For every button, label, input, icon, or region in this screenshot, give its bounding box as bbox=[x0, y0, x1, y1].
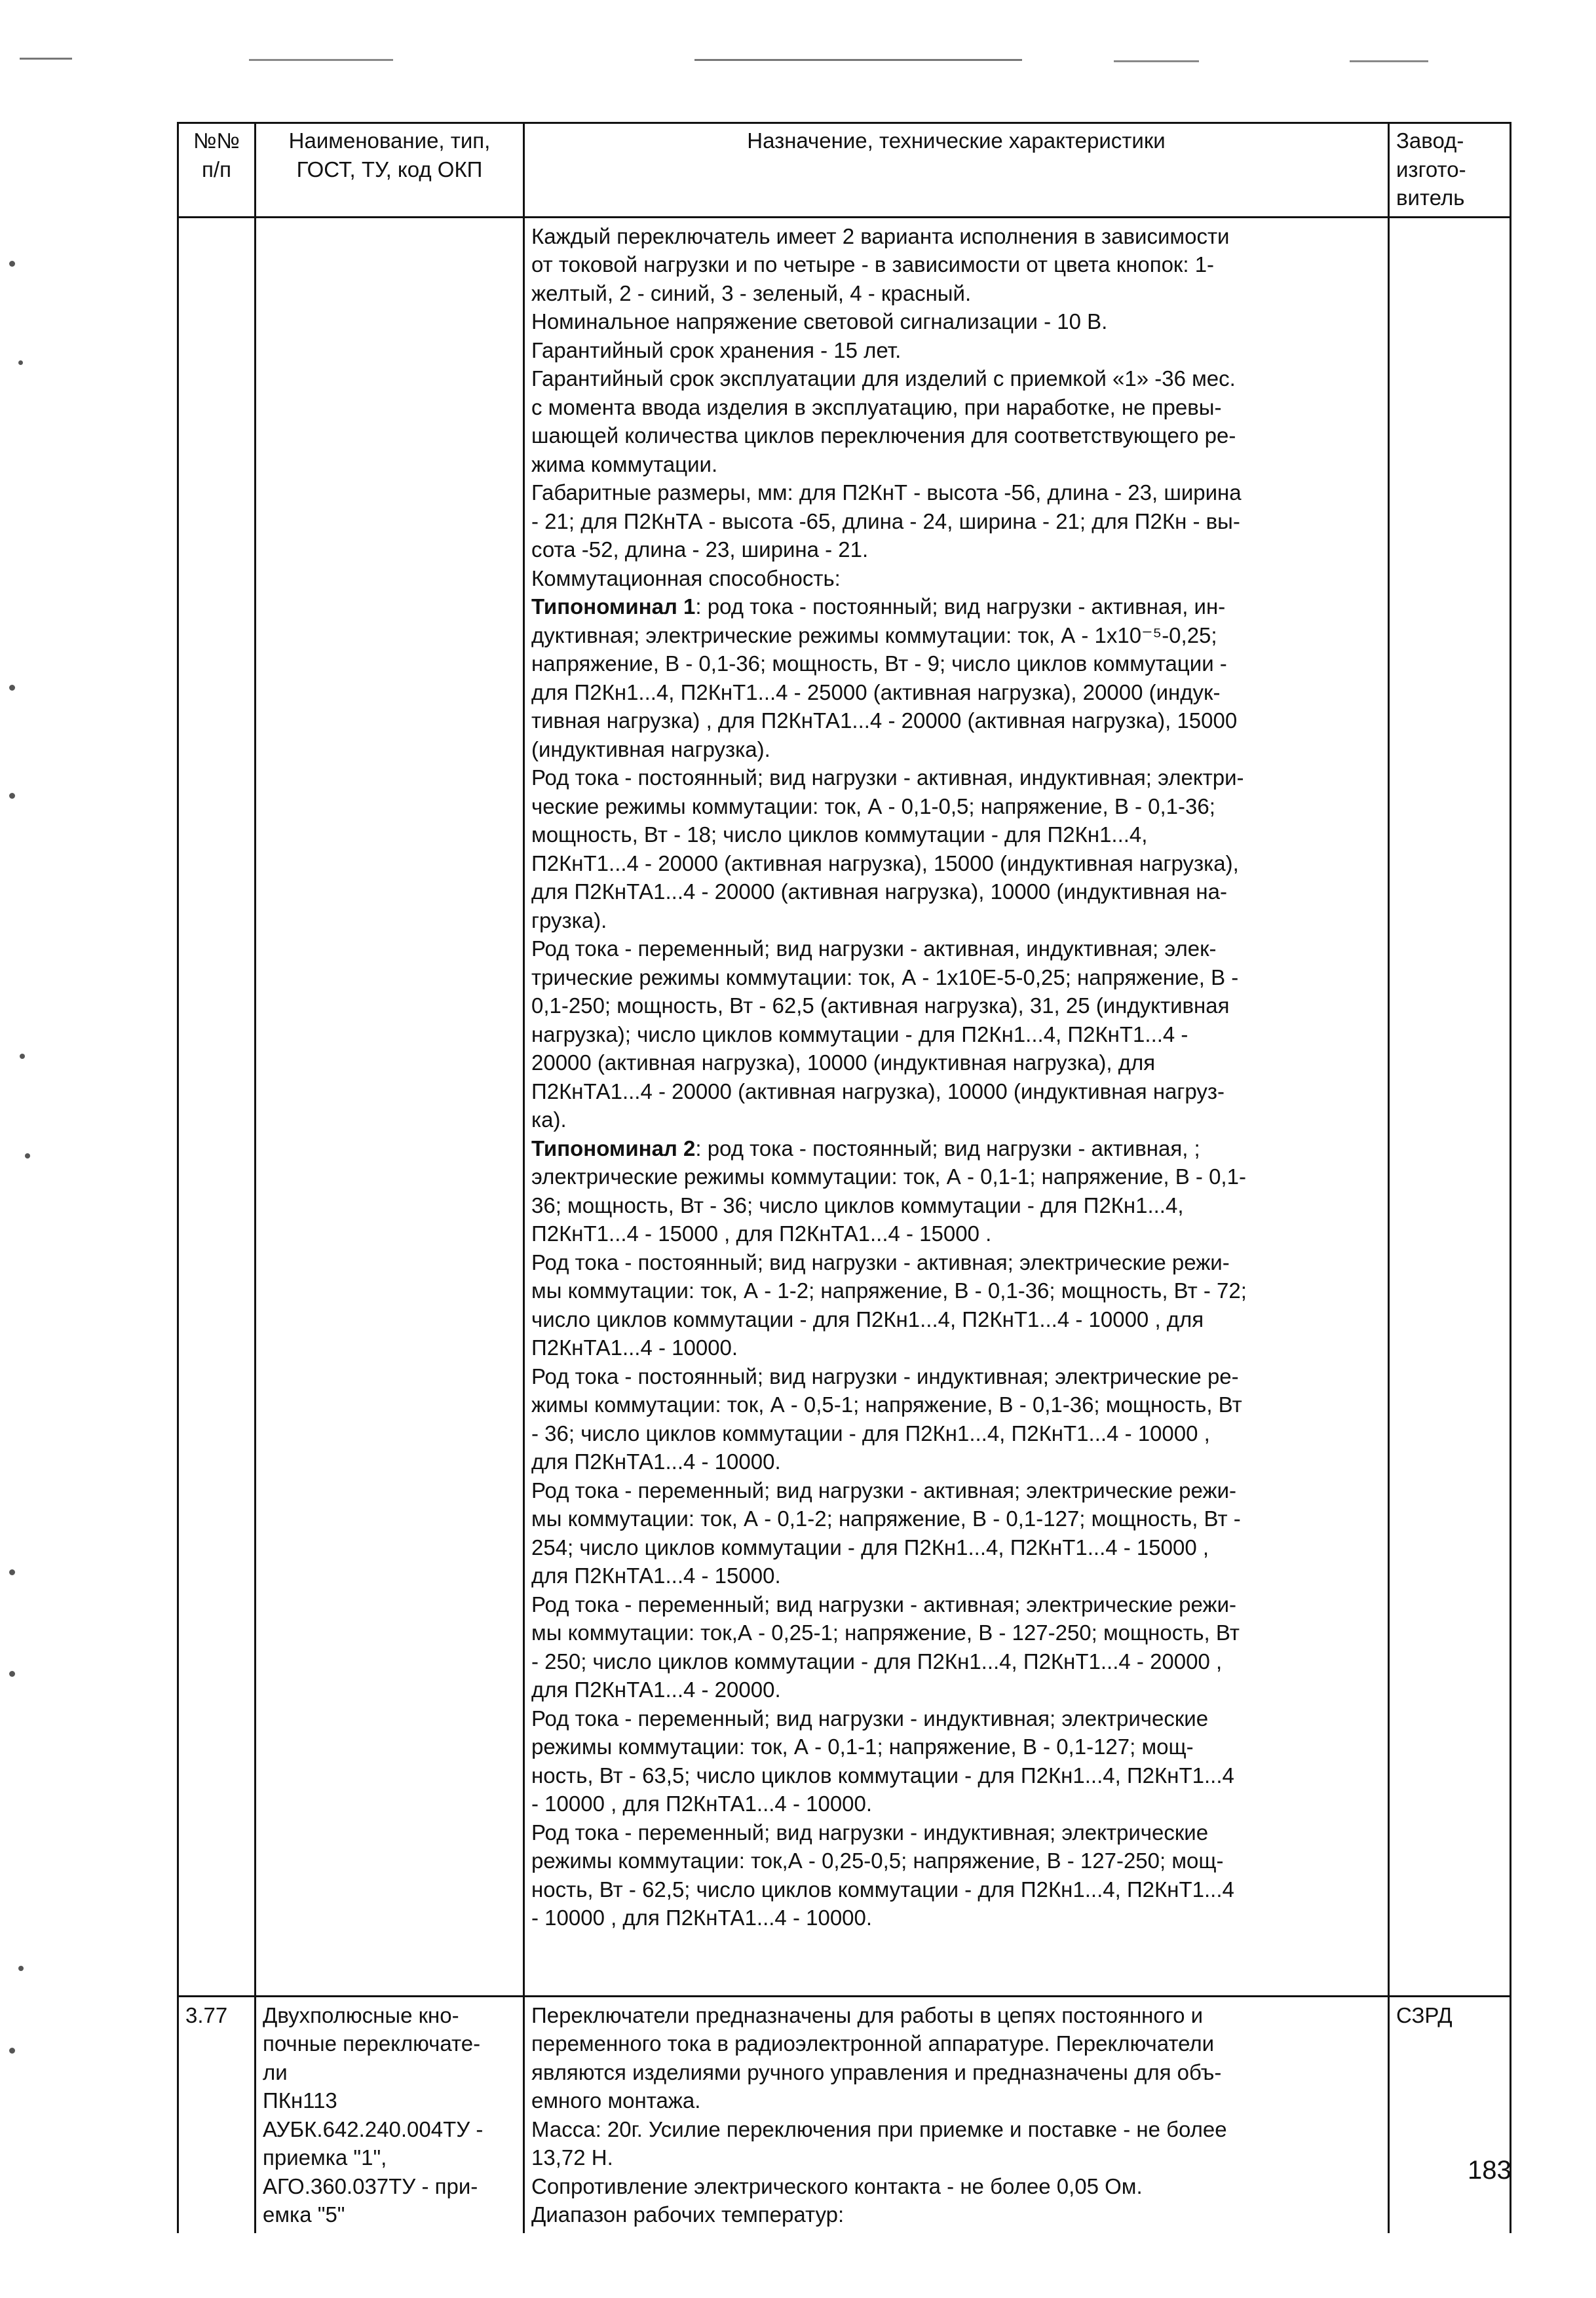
desc-line: дуктивная; электрические режимы коммутации: ток, А - 1х10⁻⁵-0,25; bbox=[531, 622, 1217, 647]
desc-line: 36; мощность, Вт - 36; число циклов коммутации - для П2Кн1...4, bbox=[531, 1193, 1184, 1217]
desc-line: для П2КнТА1...4 - 20000 (активная нагрузка), 10000 (индуктивная на- bbox=[531, 879, 1227, 904]
desc-text-block bbox=[531, 222, 1381, 593]
desc-text-block bbox=[531, 2001, 1381, 2229]
desc-line: П2КнТ1...4 - 15000 , для П2КнТА1...4 - 15000 . bbox=[531, 1221, 992, 1246]
header-name: Наименование, тип, ГОСТ, ТУ, код ОКП bbox=[256, 123, 524, 218]
desc-line: (индуктивная нагрузка). bbox=[531, 737, 770, 761]
desc-line: число циклов коммутации - для П2Кн1...4, П2КнТ1...4 - 10000 , для bbox=[531, 1307, 1204, 1331]
name-line: приемка "1", bbox=[263, 2145, 387, 2170]
desc-line: ность, Вт - 62,5; число циклов коммутации - для П2Кн1...4, П2КнТ1...4 bbox=[531, 1877, 1234, 1902]
desc-line: - 36; число циклов коммутации - для П2Кн1...4, П2КнТ1...4 - 10000 , bbox=[531, 1421, 1210, 1446]
desc-line: Габаритные размеры, мм: для П2КнТ - высота -56, длина - 23, ширина bbox=[531, 480, 1242, 505]
desc-line: П2КнТ1...4 - 20000 (активная нагрузка), 15000 (индуктивная нагрузка), bbox=[531, 851, 1239, 875]
desc-line: емного монтажа. bbox=[531, 2088, 701, 2113]
desc-line: являются изделиями ручного управления и предназначены для объ- bbox=[531, 2059, 1222, 2084]
scan-artifacts bbox=[0, 0, 1596, 92]
desc-line: - 10000 , для П2КнТА1...4 - 10000. bbox=[531, 1905, 873, 1930]
cell-desc bbox=[524, 1996, 1389, 2233]
scan-speck bbox=[9, 793, 15, 799]
desc-line: жима коммутации. bbox=[531, 451, 718, 476]
table-header-row bbox=[178, 123, 1511, 218]
scan-dash bbox=[249, 59, 393, 61]
page-number: 183 bbox=[1468, 2156, 1511, 2185]
scan-speck bbox=[9, 1671, 15, 1677]
table-row-continued bbox=[178, 217, 1511, 1996]
tip1-first-line: : род тока - постоянный; вид нагрузки - активная, ин- bbox=[695, 594, 1226, 619]
desc-line: для П2Кн1...4, П2КнТ1...4 - 25000 (активная нагрузка), 20000 (индук- bbox=[531, 680, 1221, 704]
desc-line: ка). bbox=[531, 1107, 567, 1132]
name-line: АУБК.642.240.004ТУ - bbox=[263, 2116, 484, 2141]
desc-line: ность, Вт - 63,5; число циклов коммутации - для П2Кн1...4, П2КнТ1...4 bbox=[531, 1763, 1234, 1788]
desc-line: желтый, 2 - синий, 3 - зеленый, 4 - красный. bbox=[531, 280, 972, 305]
desc-line: шающей количества циклов переключения для соответствующего ре- bbox=[531, 423, 1236, 448]
desc-line: Род тока - переменный; вид нагрузки - активная; электрические режи- bbox=[531, 1592, 1236, 1617]
desc-line: для П2КнТА1...4 - 15000. bbox=[531, 1563, 781, 1588]
desc-line: - 21; для П2КнТА - высота -65, длина - 24, ширина - 21; для П2Кн - вы- bbox=[531, 508, 1240, 533]
desc-line: - 10000 , для П2КнТА1...4 - 10000. bbox=[531, 1791, 873, 1816]
desc-line: сота -52, длина - 23, ширина - 21. bbox=[531, 537, 869, 562]
table-row-3-77 bbox=[178, 1996, 1511, 2233]
desc-line: 20000 (активная нагрузка), 10000 (индуктивная нагрузка), для bbox=[531, 1050, 1156, 1075]
desc-line: электрические режимы коммутации: ток, А - 0,1-1; напряжение, В - 0,1- bbox=[531, 1164, 1246, 1189]
scan-speck bbox=[9, 2048, 15, 2054]
desc-line: Род тока - постоянный; вид нагрузки - активная; электрические режи- bbox=[531, 1250, 1230, 1274]
desc-line: грузка). bbox=[531, 908, 607, 932]
scan-speck bbox=[18, 360, 23, 365]
desc-line: Род тока - переменный; вид нагрузки - индуктивная; электрические bbox=[531, 1706, 1209, 1731]
desc-line: П2КнТА1...4 - 20000 (активная нагрузка), 10000 (индуктивная нагруз- bbox=[531, 1079, 1225, 1103]
scan-speck bbox=[18, 1966, 24, 1971]
cell-num bbox=[178, 217, 256, 1996]
desc-line: ческие режимы коммутации: ток, А - 0,1-0,5; напряжение, В - 0,1-36; bbox=[531, 794, 1215, 818]
cell-maker: СЗРД bbox=[1389, 1996, 1511, 2233]
desc-line: с момента ввода изделия в эксплуатацию, при наработке, не превы- bbox=[531, 394, 1222, 419]
scan-speck bbox=[9, 261, 15, 267]
desc-line: Коммутационная способность: bbox=[531, 565, 841, 590]
cell-name bbox=[256, 1996, 524, 2233]
desc-line: напряжение, В - 0,1-36; мощность, Вт - 9; число циклов коммутации - bbox=[531, 651, 1227, 676]
desc-line: Род тока - переменный; вид нагрузки - активная; электрические режи- bbox=[531, 1478, 1236, 1503]
desc-line: Гарантийный срок эксплуатации для изделий с приемкой «1» -36 мес. bbox=[531, 366, 1236, 391]
desc-line: трические режимы коммутации: ток, А - 1х10Е-5-0,25; напряжение, В - bbox=[531, 965, 1239, 989]
scan-speck bbox=[25, 1153, 30, 1159]
scan-dash bbox=[20, 58, 72, 60]
desc-line: мы коммутации: ток, А - 0,1-2; напряжение, В - 0,1-127; мощность, Вт - bbox=[531, 1506, 1241, 1531]
scan-speck bbox=[20, 1054, 25, 1059]
equipment-table bbox=[177, 122, 1511, 2233]
cell-desc bbox=[524, 217, 1389, 1996]
desc-line: Гарантийный срок хранения - 15 лет. bbox=[531, 337, 902, 362]
desc-line: жимы коммутации: ток, А - 0,5-1; напряжение, В - 0,1-36; мощность, Вт bbox=[531, 1392, 1242, 1417]
name-line: емка "5" bbox=[263, 2202, 345, 2227]
scan-dash bbox=[694, 59, 1022, 61]
cell-num: 3.77 bbox=[178, 1996, 256, 2233]
desc-line: - 250; число циклов коммутации - для П2Кн1...4, П2КнТ1...4 - 20000 , bbox=[531, 1649, 1223, 1674]
desc-line: для П2КнТА1...4 - 20000. bbox=[531, 1677, 781, 1702]
desc-line: Род тока - переменный; вид нагрузки - индуктивная; электрические bbox=[531, 1820, 1209, 1845]
desc-line bbox=[531, 592, 1381, 621]
cell-maker bbox=[1389, 217, 1511, 1996]
desc-line: Диапазон рабочих температур: bbox=[531, 2202, 845, 2227]
desc-line: нагрузка); число циклов коммутации - для П2Кн1...4, П2КнТ1...4 - bbox=[531, 1022, 1188, 1046]
desc-line: мы коммутации: ток, А - 1-2; напряжение, В - 0,1-36; мощность, Вт - 72; bbox=[531, 1278, 1247, 1303]
desc-line: тивная нагрузка) , для П2КнТА1...4 - 20000 (активная нагрузка), 15000 bbox=[531, 708, 1238, 733]
tip2-first-line: : род тока - постоянный; вид нагрузки - активная, ; bbox=[695, 1136, 1200, 1160]
header-desc: Назначение, технические характеристики bbox=[524, 123, 1389, 218]
header-num: №№ п/п bbox=[178, 123, 256, 218]
tip2-label: Типономинал 2 bbox=[531, 1136, 696, 1160]
desc-line: Каждый переключатель имеет 2 варианта исполнения в зависимости bbox=[531, 223, 1230, 248]
name-line: АГО.360.037ТУ - при- bbox=[263, 2174, 478, 2198]
tip2-text-block bbox=[531, 1162, 1381, 1932]
desc-line: Масса: 20г. Усилие переключения при приемке и поставке - не более bbox=[531, 2116, 1227, 2141]
scan-dash bbox=[1350, 60, 1428, 62]
desc-line: 0,1-250; мощность, Вт - 62,5 (активная нагрузка), 31, 25 (индуктивная bbox=[531, 993, 1230, 1018]
name-text-block bbox=[263, 2001, 516, 2229]
scan-speck bbox=[9, 1569, 15, 1575]
desc-line: режимы коммутации: ток, А - 0,1-1; напряжение, В - 0,1-127; мощ- bbox=[531, 1734, 1194, 1759]
name-line: ПКн113 bbox=[263, 2088, 337, 2113]
desc-line: П2КнТА1...4 - 10000. bbox=[531, 1335, 738, 1360]
name-line: ли bbox=[263, 2059, 288, 2084]
desc-line: Род тока - переменный; вид нагрузки - активная, индуктивная; элек- bbox=[531, 936, 1217, 961]
desc-line: 254; число циклов коммутации - для П2Кн1...4, П2КнТ1...4 - 15000 , bbox=[531, 1535, 1209, 1560]
desc-line: от токовой нагрузки и по четыре - в зависимости от цвета кнопок: 1- bbox=[531, 252, 1215, 277]
desc-line: мощность, Вт - 18; число циклов коммутации - для П2Кн1...4, bbox=[531, 822, 1148, 847]
cell-name bbox=[256, 217, 524, 1996]
desc-line: режимы коммутации: ток,А - 0,25-0,5; напряжение, В - 127-250; мощ- bbox=[531, 1848, 1224, 1873]
tip1-text-block bbox=[531, 621, 1381, 1134]
desc-line: мы коммутации: ток,А - 0,25-1; напряжение, В - 127-250; мощность, Вт bbox=[531, 1620, 1240, 1645]
desc-line: для П2КнТА1...4 - 10000. bbox=[531, 1449, 781, 1474]
desc-line: Номинальное напряжение световой сигнализации - 10 В. bbox=[531, 309, 1108, 334]
tip1-label: Типономинал 1 bbox=[531, 594, 696, 619]
scan-dash bbox=[1114, 60, 1199, 62]
desc-line: Сопротивление электрического контакта - не более 0,05 Ом. bbox=[531, 2174, 1143, 2198]
desc-line bbox=[531, 1134, 1381, 1163]
scan-speck bbox=[9, 685, 15, 691]
header-maker: Завод-изгото-витель bbox=[1389, 123, 1511, 218]
desc-line: Род тока - постоянный; вид нагрузки - индуктивная; электрические ре- bbox=[531, 1364, 1239, 1388]
desc-line: Переключатели предназначены для работы в цепях постоянного и bbox=[531, 2002, 1204, 2027]
name-line: почные переключате- bbox=[263, 2031, 481, 2056]
desc-line: Род тока - постоянный; вид нагрузки - активная, индуктивная; электри- bbox=[531, 765, 1244, 790]
name-line: Двухполюсные кно- bbox=[263, 2002, 459, 2027]
desc-line: 13,72 Н. bbox=[531, 2145, 613, 2170]
desc-line: переменного тока в радиоэлектронной аппаратуре. Переключатели bbox=[531, 2031, 1215, 2056]
